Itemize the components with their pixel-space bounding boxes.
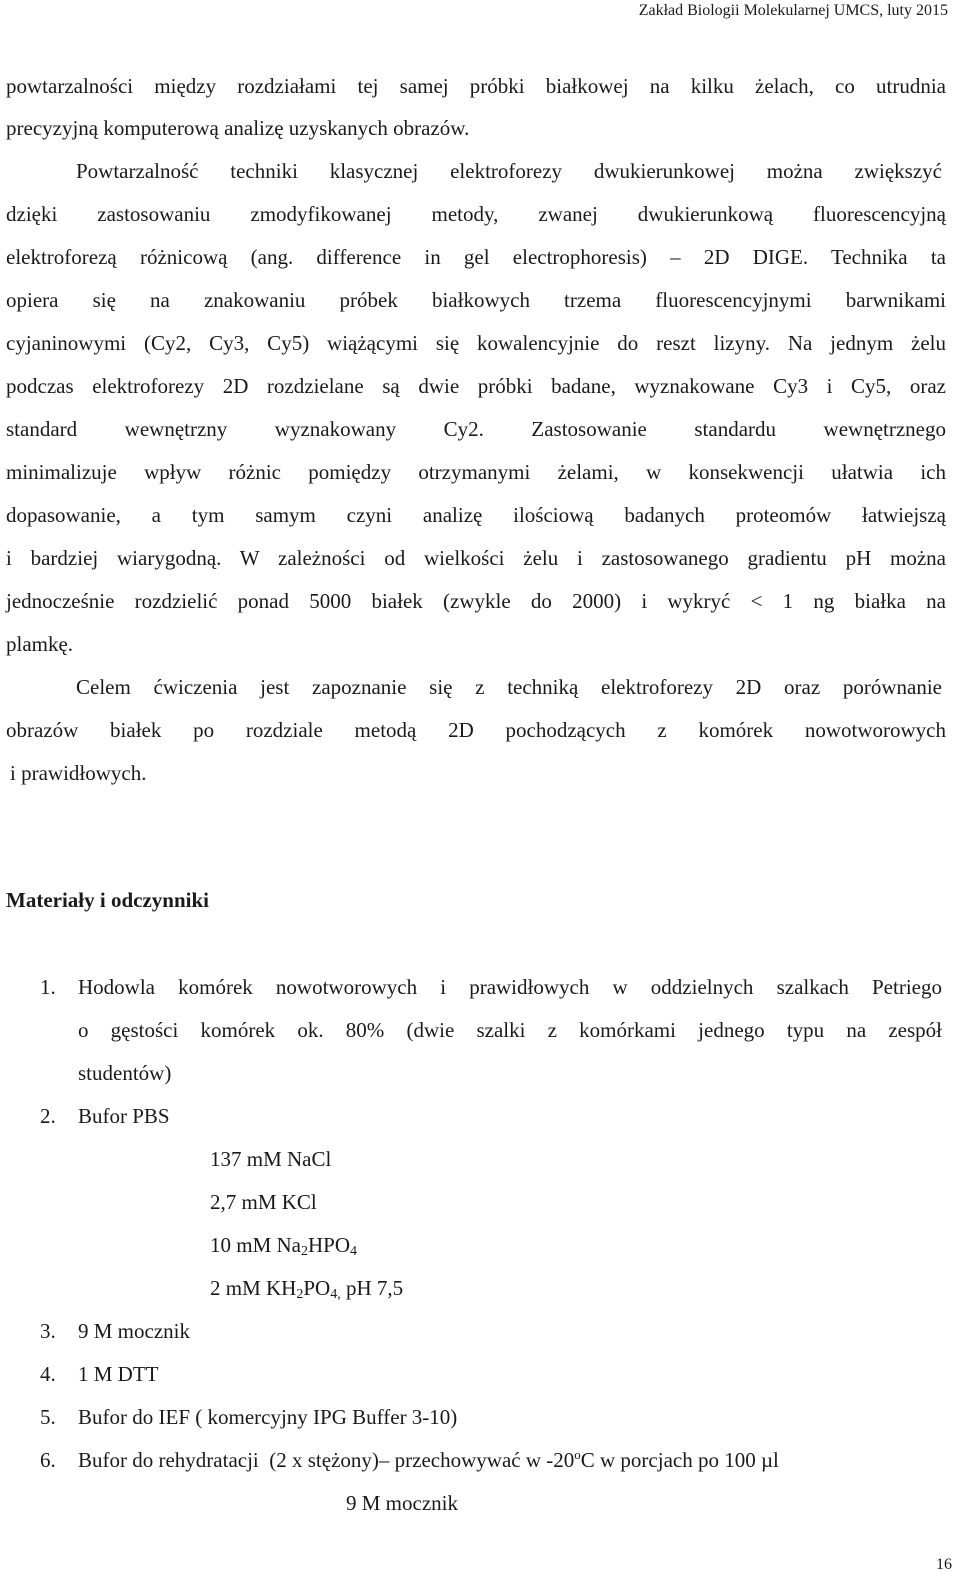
page-number: 16 [936,1556,952,1573]
list-number: 2. [40,1104,56,1128]
paragraph-line: Celem ćwiczenia jest zapoznanie się z techniką elektroforezy 2D oraz porównanie [76,675,942,699]
formula-subscript: 4, [330,1287,341,1302]
list-number: 4. [40,1362,56,1386]
list-number: 5. [40,1405,56,1429]
paragraph-line: jednocześnie rozdzielić ponad 5000 białek (zwykle do 2000) i wykryć < 1 ng białka na [6,589,946,613]
list-item-text: studentów) [78,1061,172,1085]
list-sub-item: 9 M mocznik [346,1491,458,1515]
running-header: Zakład Biologii Molekularnej UMCS, luty 2015 [638,2,948,19]
paragraph-line: Powtarzalność techniki klasycznej elektroforezy dwukierunkowej można zwiększyć [76,159,942,183]
list-item-text: Bufor do IEF ( komercyjny IPG Buffer 3-10) [78,1405,458,1429]
paragraph-line: i bardziej wiarygodną. W zależności od wielkości żelu i zastosowanego gradientu pH można [6,546,946,570]
formula-part: 2 mM KH [210,1276,297,1300]
section-heading: Materiały i odczynniki [6,888,209,912]
paragraph-line: cyjaninowymi (Cy2, Cy3, Cy5) wiążącymi się kowalencyjnie do reszt lizyny. Na jednym żelu [6,331,946,355]
list-number: 6. [40,1448,56,1472]
paragraph-line: dopasowanie, a tym samym czyni analizę ilościową badanych proteomów łatwiejszą [6,503,946,527]
paragraph-line: i prawidłowych. [10,761,147,785]
list-item-text: o gęstości komórek ok. 80% (dwie szalki z komórkami jednego typu na zespół [78,1018,942,1042]
list-number: 1. [40,975,56,999]
paragraph-line: elektroforezą różnicową (ang. difference in gel electrophoresis) – 2D DIGE. Technika ta [6,245,946,269]
formula-part: PO [303,1276,331,1300]
formula-part: HPO [308,1233,351,1257]
pbs-component: 137 mM NaCl [210,1147,332,1171]
list-item-text: Hodowla komórek nowotworowych i prawidłowych w oddzielnych szalkach Petriego [78,975,942,999]
list-number: 3. [40,1319,56,1343]
formula-part: 10 mM Na [210,1233,301,1257]
list-item-text [78,1448,779,1473]
item-text-part: Bufor do rehydratacji (2 x stężony)– przechowywać w -20 [78,1448,575,1472]
list-item-text: Bufor PBS [78,1104,170,1128]
pbs-component: 2,7 mM KCl [210,1190,317,1214]
formula-subscript: 4 [350,1244,358,1259]
paragraph-line: opiera się na znakowaniu próbek białkowych trzema fluorescencyjnymi barwnikami [6,288,946,312]
paragraph-line: dzięki zastosowaniu zmodyfikowanej metody, zwanej dwukierunkową fluorescencyjną [6,202,946,226]
formula-subscript: 2 [296,1287,304,1302]
pbs-component [210,1233,357,1258]
paragraph-line: minimalizuje wpływ różnic pomiędzy otrzymanymi żelami, w konsekwencji ułatwia ich [6,460,946,484]
pbs-component [210,1276,403,1301]
degree-superscript: o [574,1447,581,1462]
paragraph-line: podczas elektroforezy 2D rozdzielane są dwie próbki badane, wyznakowane Cy3 i Cy5, oraz [6,374,946,398]
item-text-part: C w porcjach po 100 µl [580,1448,779,1472]
formula-part: pH 7,5 [340,1276,404,1300]
paragraph-line: standard wewnętrzny wyznakowany Cy2. Zastosowanie standardu wewnętrznego [6,417,946,441]
formula-subscript: 2 [301,1244,308,1259]
list-item-text: 1 M DTT [78,1362,159,1386]
list-item-text: 9 M mocznik [78,1319,190,1343]
paragraph-line: precyzyjną komputerową analizę uzyskanych obrazów. [6,116,470,140]
paragraph-line: plamkę. [6,632,74,656]
paragraph-line: obrazów białek po rozdziale metodą 2D pochodzących z komórek nowotworowych [6,718,946,742]
paragraph-line: powtarzalności między rozdziałami tej samej próbki białkowej na kilku żelach, co utrudnia [6,74,946,98]
